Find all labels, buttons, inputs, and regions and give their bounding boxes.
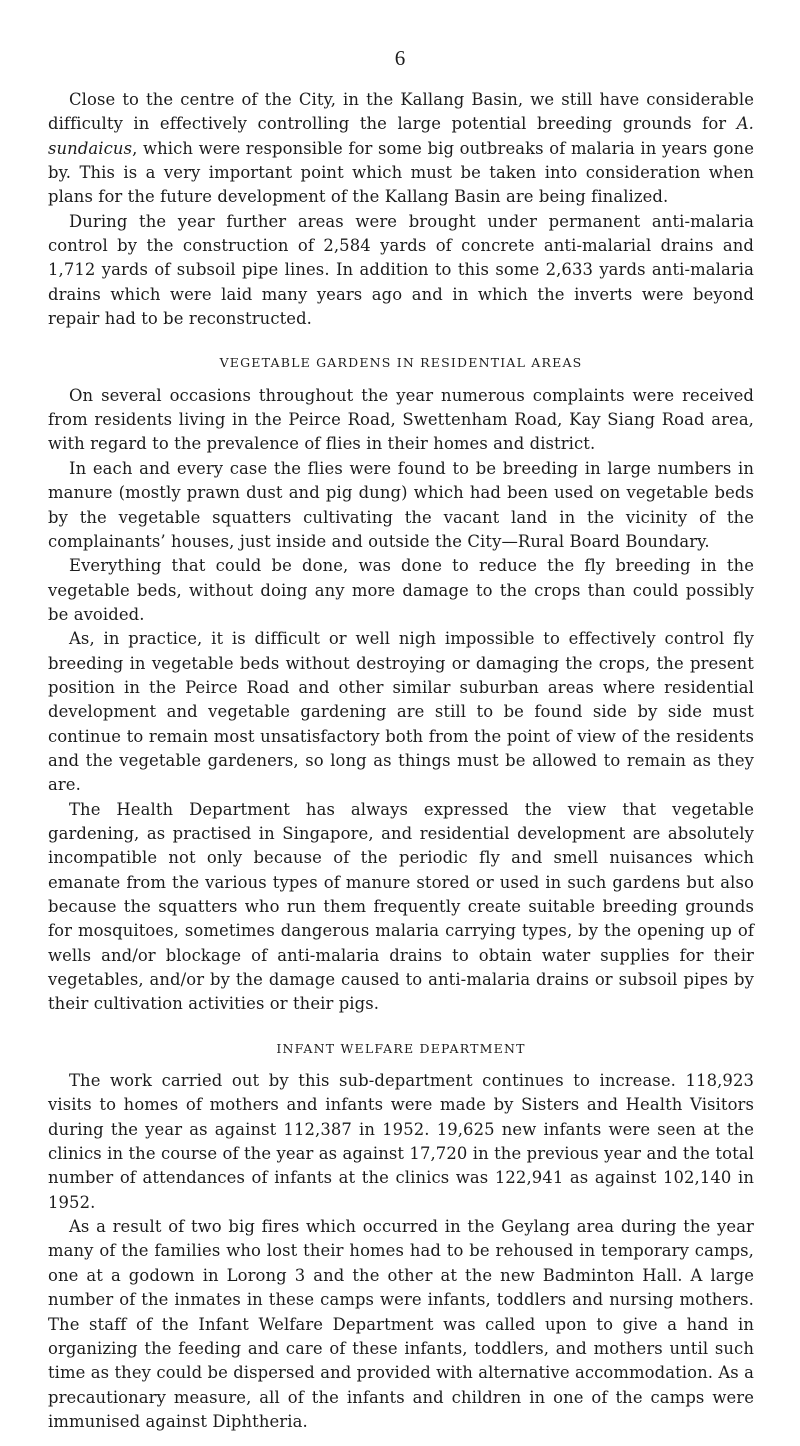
species-name: A. sundaicus [48,114,754,158]
paragraph-complaints: On several occasions throughout the year numerous complaints were received from residents living in the Peirce Road, Swettenham Road, Kay Siang Road area, with regard to the prevalence of flies in their homes and district. [48,385,754,454]
section-heading-vegetable-gardens: VEGETABLE GARDENS IN RESIDENTIAL AREAS [219,355,583,371]
paragraph-kallang-basin [48,88,754,210]
paragraph-visits: The work carried out by this sub-department continues to increase. 118,923 visits to homes of mothers and infants were made by Sisters and Health Visitors during the year as against 112,387 in 1952. 19,625 new infants were seen at the clinics in the course of the year as against 17,720 in the previous year and the total number of attendances of infants at the clinics was 122,941 as against 102,140 in 1952. [48,1071,754,1212]
paragraph-drains: During the year further areas were brought under permanent anti-malaria control by the construction of 2,584 yards of concrete anti-malarial drains and 1,712 yards of subsoil pipe lines. In addition to this some 2,633 yards anti-malaria drains which were laid many years ago and in which the inverts were beyond repair had to be reconstructed. [48,211,754,329]
paragraph-text: Close to the centre of the City, in the Kallang Basin, we still have considerable difficulty in effectively controlling the large potential breeding grounds for [48,90,754,134]
paragraph-text: , which were responsible for some big outbreaks of malaria in years gone by. This is a very important point which must be taken into consideration when plans for the future development of the Kallang Basin are being finalized. [48,138,754,207]
document-body [48,88,754,1434]
section-heading-infant-welfare: INFANT WELFARE DEPARTMENT [276,1040,526,1056]
paragraph-health-department-view: The Health Department has always expressed the view that vegetable gardening, as practised in Singapore, and residential development are absolutely incompatible not only because of the periodic fly and smell nuisances which emanate from the various types of manure stored or used in such gardens but also because the squatters who run them frequently create suitable breeding grounds for mosquitoes, sometimes dangerous malaria carrying types, by the opening up of wells and/or blockage of anti-malaria drains to obtain water supplies for their vegetables, and/or by the damage caused to anti-malaria drains or subsoil pipes by their cultivation activities or their pigs. [48,799,754,1014]
paragraph-difficulty: As, in practice, it is difficult or well nigh impossible to effectively control fly breeding in vegetable beds without destroying or damaging the crops, the present position in the Peirce Road and other similar suburban areas where residential development and vegetable gardening are still to be found side by side must continue to remain most unsatisfactory both from the point of view of the residents and the vegetable gardeners, so long as things must be allowed to remain as they are. [48,629,754,795]
paragraph-reduction: Everything that could be done, was done to reduce the fly breeding in the vegetable beds, without doing any more damage to the crops than could possibly be avoided. [48,556,754,624]
paragraph-fly-breeding: In each and every case the flies were found to be breeding in large numbers in manure (mostly prawn dust and pig dung) which had been used on vegetable beds by the vegetable squatters cultivating the vacant land in the vicinity of the complainants’ houses, just inside and outside the City—Rural Board Boundary. [48,458,754,551]
paragraph-fires: As a result of two big fires which occurred in the Geylang area during the year many of the families who lost their homes had to be rehoused in temporary camps, one at a godown in Lorong 3 and the other at the new Badminton Hall. A large number of the inmates in these camps were infants, toddlers and nursing mothers. The staff of the Infant Welfare Department was called upon to give a hand in organizing the feeding and care of these infants, toddlers, and mothers until such time as they could be dispersed and provided with alternative accommodation. As a precautionary measure, all of the infants and children in one of the camps were immunised against Diphtheria. [48,1217,754,1431]
page-number: 6 [394,46,406,70]
